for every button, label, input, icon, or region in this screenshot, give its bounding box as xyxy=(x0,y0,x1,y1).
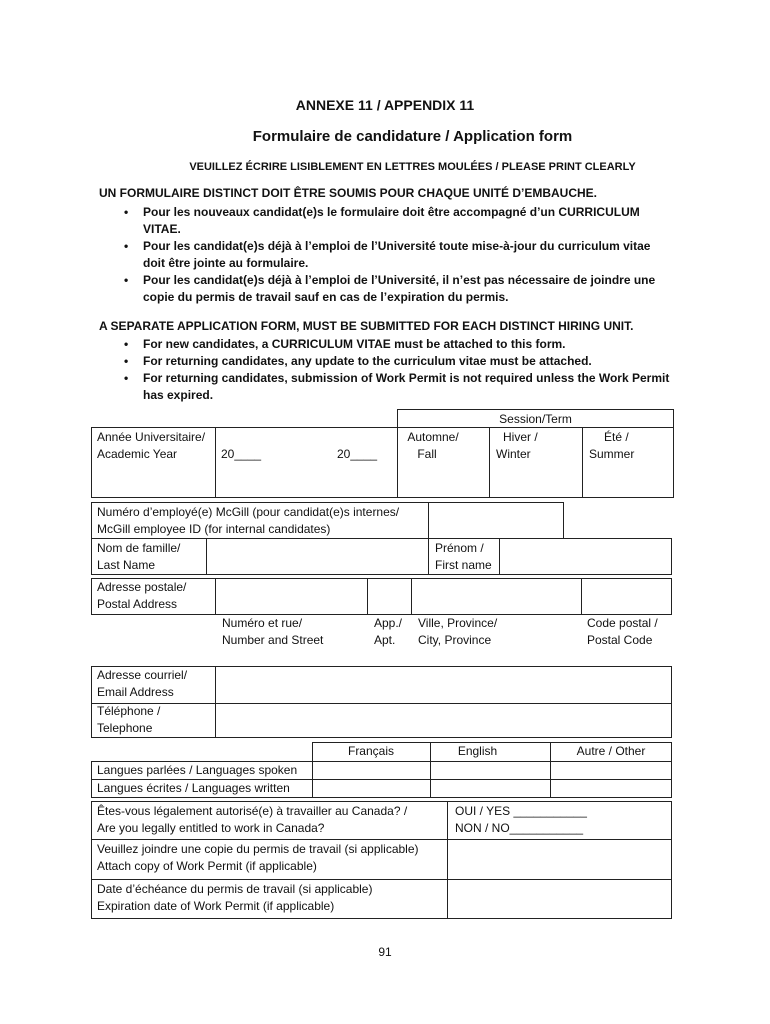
no-option[interactable]: NON / NO___________ xyxy=(455,821,584,835)
french-heading: UN FORMULAIRE DISTINCT DOIT ÊTRE SOUMIS POUR CHAQUE UNITÉ D’EMBAUCHE. xyxy=(99,186,598,200)
languages-spoken-label: Langues parlées / Languages spoken xyxy=(97,763,298,777)
apt-input[interactable] xyxy=(369,580,409,613)
permit-copy-label-fr: Veuillez joindre une copie du permis de travail (si applicable) xyxy=(97,842,419,856)
employee-id-label-fr: Numéro d’employé(e) McGill (pour candidat(e)s internes/ xyxy=(97,505,400,519)
annex-title: ANNEXE 11 / APPENDIX 11 xyxy=(295,97,475,113)
spoken-other-cell[interactable] xyxy=(551,762,671,778)
street-caption-en: Number and Street xyxy=(222,633,324,647)
work-authorized-label-en: Are you legally entitled to work in Canada? xyxy=(97,821,325,835)
written-other-cell[interactable] xyxy=(551,780,671,797)
summer-label-fr: Été / xyxy=(604,430,629,444)
email-input[interactable] xyxy=(217,668,670,702)
english-bullet-list xyxy=(119,336,679,404)
fall-checkbox-cell[interactable] xyxy=(398,428,488,497)
telephone-label-en: Telephone xyxy=(97,721,153,735)
winter-label-en: Winter xyxy=(496,447,531,461)
page-number: 91 xyxy=(378,945,392,959)
last-name-label-fr: Nom de famille/ xyxy=(97,541,181,555)
academic-year-label-fr: Année Universitaire/ xyxy=(97,430,206,444)
first-name-label-en: First name xyxy=(435,558,492,572)
lang-col-other: Autre / Other xyxy=(576,744,646,758)
postal-code-input[interactable] xyxy=(583,580,670,613)
email-label-en: Email Address xyxy=(97,685,174,699)
last-name-input[interactable] xyxy=(208,540,426,573)
permit-copy-input[interactable] xyxy=(449,841,670,878)
permit-expiry-input[interactable] xyxy=(449,881,670,917)
employee-id-input[interactable] xyxy=(430,504,562,537)
last-name-label-en: Last Name xyxy=(97,558,156,572)
telephone-input[interactable] xyxy=(217,705,670,737)
apt-caption-en: Apt. xyxy=(374,633,396,647)
french-bullet-3: • Pour les candidat(e)s déjà à l’emploi de l’Université, il n’est pas nécessaire de joindre une copie du permis de travail sauf en cas de l’expiration du permis. xyxy=(119,272,664,306)
telephone-label-fr: Téléphone / xyxy=(97,704,161,718)
english-heading: A SEPARATE APPLICATION FORM, MUST BE SUBMITTED FOR EACH DISTINCT HIRING UNIT. xyxy=(99,319,634,333)
spoken-english-cell[interactable] xyxy=(431,762,549,778)
french-bullet-1: • Pour les nouveaux candidat(e)s le formulaire doit être accompagné d’un CURRICULUM VITAE. xyxy=(119,204,664,238)
employee-id-label-en: McGill employee ID (for internal candidates) xyxy=(97,522,331,536)
spoken-french-cell[interactable] xyxy=(313,762,429,778)
written-french-cell[interactable] xyxy=(313,780,429,797)
fall-label-fr: Automne/ xyxy=(407,430,459,444)
winter-checkbox-cell[interactable] xyxy=(490,428,581,497)
year-end-field[interactable]: 20____ xyxy=(337,447,378,461)
postal-address-label-fr: Adresse postale/ xyxy=(97,580,187,594)
permit-expiry-label-fr: Date d’échéance du permis de travail (si applicable) xyxy=(97,882,373,896)
postal-address-label-en: Postal Address xyxy=(97,597,178,611)
permit-expiry-label-en: Expiration date of Work Permit (if applicable) xyxy=(97,899,335,913)
english-bullet-3: • For returning candidates, submission of Work Permit is not required unless the Work Permit has expired. xyxy=(119,370,679,404)
lang-col-english: English xyxy=(457,744,498,758)
summer-checkbox-cell[interactable] xyxy=(583,428,673,497)
english-bullet-1: • For new candidates, a CURRICULUM VITAE must be attached to this form. xyxy=(119,336,679,353)
written-english-cell[interactable] xyxy=(431,780,549,797)
english-bullet-2: • For returning candidates, any update to the curriculum vitae must be attached. xyxy=(119,353,679,370)
session-term-header: Session/Term xyxy=(499,412,572,426)
email-label-fr: Adresse courriel/ xyxy=(97,668,188,682)
summer-label-en: Summer xyxy=(589,447,635,461)
first-name-input[interactable] xyxy=(501,540,670,573)
apt-caption-fr: App./ xyxy=(374,616,403,630)
postal-code-caption-en: Postal Code xyxy=(587,633,653,647)
street-input[interactable] xyxy=(217,580,365,613)
work-authorized-label-fr: Êtes-vous légalement autorisé(e) à travailler au Canada? / xyxy=(97,804,408,818)
city-province-input[interactable] xyxy=(413,580,579,613)
form-title: Formulaire de candidature / Application form xyxy=(252,128,573,145)
winter-label-fr: Hiver / xyxy=(503,430,538,444)
postal-code-caption-fr: Code postal / xyxy=(587,616,658,630)
french-bullet-list xyxy=(119,204,664,306)
street-caption-fr: Numéro et rue/ xyxy=(222,616,303,630)
print-notice: VEUILLEZ ÉCRIRE LISIBLEMENT EN LETTRES MOULÉES / PLEASE PRINT CLEARLY xyxy=(189,161,636,173)
city-caption-en: City, Province xyxy=(418,633,492,647)
permit-copy-label-en: Attach copy of Work Permit (if applicable) xyxy=(97,859,317,873)
fall-label-en: Fall xyxy=(417,447,437,461)
french-bullet-2: • Pour les candidat(e)s déjà à l’emploi de l’Université toute mise-à-jour du curriculum vitae doit être jointe au formulaire. xyxy=(119,238,664,272)
city-caption-fr: Ville, Province/ xyxy=(418,616,498,630)
yes-option[interactable]: OUI / YES ___________ xyxy=(455,804,587,818)
lang-col-french: Français xyxy=(347,744,394,758)
year-start-field[interactable]: 20____ xyxy=(221,447,262,461)
first-name-label-fr: Prénom / xyxy=(435,541,484,555)
academic-year-label-en: Academic Year xyxy=(97,447,178,461)
languages-written-label: Langues écrites / Languages written xyxy=(97,781,290,795)
